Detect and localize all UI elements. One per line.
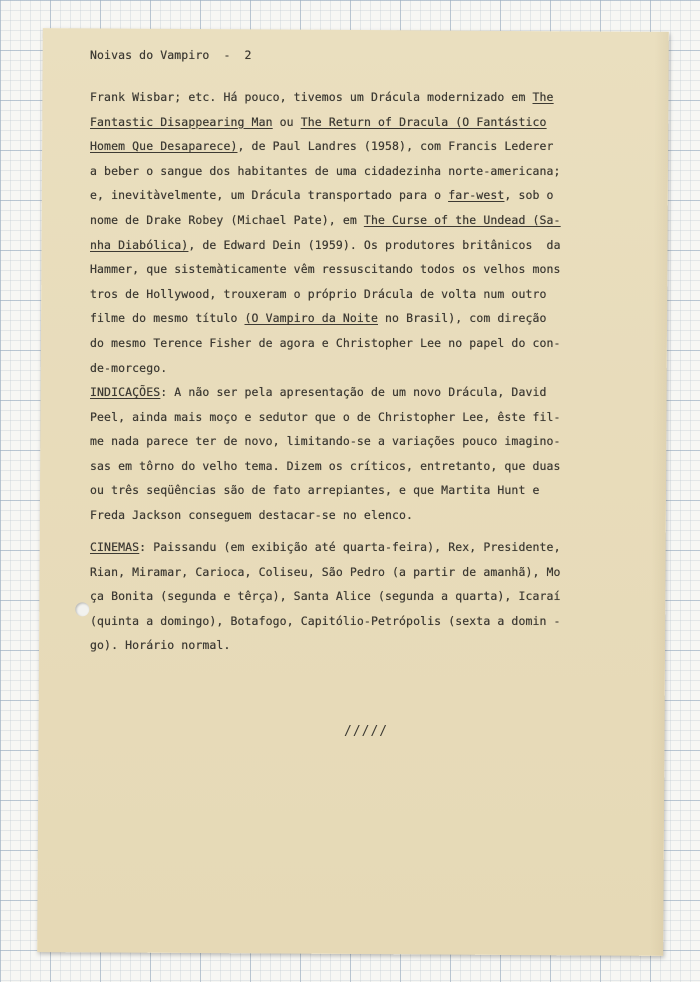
text-span: Hammer, que sistemàticamente vêm ressuscitando todos os velhos mons <box>90 262 561 277</box>
text-span: tros de Hollywood, trouxeram o próprio Drácula de volta num outro <box>90 286 547 301</box>
text-line <box>90 139 554 153</box>
text-line <box>90 188 554 202</box>
text-span: e, inevitàvelmente, um Drácula transportado para o <box>90 188 449 203</box>
text-span: : A não ser pela apresentação de um novo Drácula, David <box>160 385 547 399</box>
text-line <box>90 614 561 628</box>
text-line <box>90 311 547 325</box>
underlined-title: nha Diabólica) <box>90 237 189 252</box>
text-line <box>90 565 561 579</box>
text-line <box>90 385 547 399</box>
text-span: , de Paul Landres (1958), com Francis Lederer <box>237 139 554 154</box>
underlined-title: The Return of Dracula (O Fantástico <box>300 114 547 129</box>
text-line <box>90 90 554 104</box>
text-span: (quinta a domingo), Botafogo, Capitólio-Petrópolis (sexta a domin - <box>90 613 561 628</box>
text-span: Frank Wisbar; etc. Há pouco, tivemos um Drácula modernizado em <box>90 90 533 104</box>
text-line <box>90 410 561 424</box>
text-span: filme do mesmo título <box>90 311 245 326</box>
sheet-shadow-edge <box>649 32 669 956</box>
text-span: de-morcego. <box>90 360 168 375</box>
underlined-title: INDICAÇÕES <box>90 385 161 399</box>
end-mark: ///// <box>344 724 389 739</box>
text-line <box>90 483 540 497</box>
underlined-title: The <box>532 90 554 104</box>
underlined-title: far-west <box>448 188 505 203</box>
text-span: a beber o sangue dos habitantes de uma cidadezinha norte-americana; <box>90 163 561 178</box>
punch-hole <box>75 602 89 616</box>
text-line <box>90 459 561 473</box>
text-span: Rian, Miramar, Carioca, Coliseu, São Pedro (a partir de amanhã), Mo <box>90 564 561 579</box>
text-span: Freda Jackson conseguem destacar-se no elenco. <box>90 508 414 522</box>
text-line <box>90 238 561 252</box>
text-span: ça Bonita (segunda e têrça), Santa Alice (segunda a quarta), Icaraí <box>90 589 561 604</box>
underlined-title: Fantastic Disappearing Man <box>90 114 273 129</box>
text-line <box>90 287 547 301</box>
text-span: sas em tôrno do velho tema. Dizem os críticos, entretanto, que duas <box>90 458 561 473</box>
text-line <box>90 540 561 554</box>
text-span: , de Edward Dein (1959). Os produtores britânicos da <box>188 237 561 252</box>
page-header: Noivas do Vampiro - 2 <box>90 48 252 62</box>
text-line <box>90 164 561 178</box>
underlined-title: CINEMAS <box>90 540 140 554</box>
underlined-title: The Curse of the Undead (Sa- <box>363 213 561 227</box>
text-span: : Paissandu (em exibição até quarta-feira), Rex, Presidente, <box>139 540 561 554</box>
text-span: do mesmo Terence Fisher de agora e Christopher Lee no papel do con- <box>90 336 561 350</box>
text-line <box>90 508 413 522</box>
underlined-title: Homem Que Desaparece) <box>90 139 238 154</box>
text-line <box>90 213 561 227</box>
text-span: ou <box>272 114 301 129</box>
text-line <box>90 434 561 448</box>
text-span: Peel, ainda mais moço e sedutor que o de Christopher Lee, êste fil- <box>90 409 561 424</box>
text-line <box>90 589 561 603</box>
text-span: nome de Drake Robey (Michael Pate), em <box>90 213 364 227</box>
text-span: no Brasil), com direção <box>377 311 547 326</box>
text-line <box>90 361 167 375</box>
text-line <box>90 638 230 652</box>
underlined-title: (O Vampiro da Noite <box>244 311 378 326</box>
text-line <box>90 262 561 276</box>
text-span: me nada parece ter de novo, limitando-se a variações pouco imagino- <box>90 434 561 449</box>
text-span: , sob o <box>504 188 554 203</box>
text-line <box>90 115 547 129</box>
text-span: go). Horário normal. <box>90 638 231 653</box>
text-line <box>90 336 561 350</box>
text-span: ou três seqüências são de fato arrepiantes, e que Martita Hunt e <box>90 483 540 498</box>
